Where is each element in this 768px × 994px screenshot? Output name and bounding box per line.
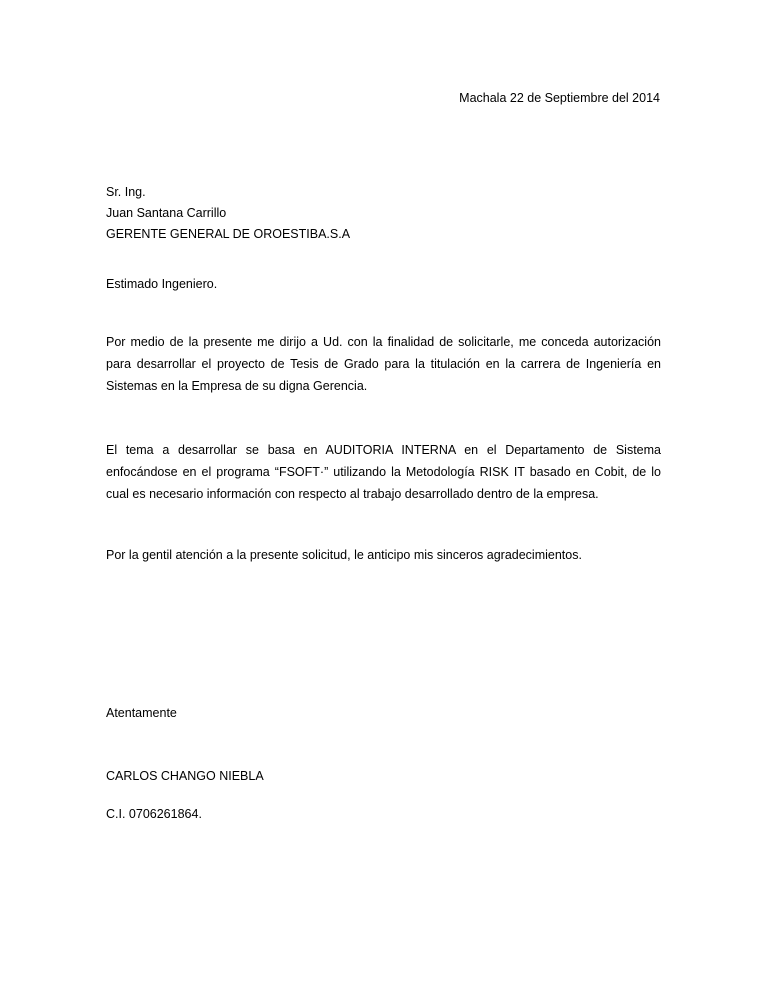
date-line: Machala 22 de Septiembre del 2014 <box>459 91 660 105</box>
paragraph-topic-line: cual es necesario información con respecto al trabajo desarrollado dentro de la empresa. <box>106 487 599 501</box>
recipient-title: Sr. Ing. <box>106 185 146 199</box>
signature-name: CARLOS CHANGO NIEBLA <box>106 769 264 783</box>
paragraph-request-line: Sistemas en la Empresa de su digna Gerencia. <box>106 379 368 393</box>
signature-id: C.I. 0706261864. <box>106 807 202 821</box>
closing: Atentamente <box>106 706 177 720</box>
paragraph-request-line: Por medio de la presente me dirijo a Ud. con la finalidad de solicitarle, me conceda autorización <box>106 335 661 349</box>
paragraph-request <box>106 331 661 397</box>
paragraph-topic-line: El tema a desarrollar se basa en AUDITORIA INTERNA en el Departamento de Sistema <box>106 443 661 457</box>
paragraph-topic <box>106 439 661 505</box>
paragraph-topic-line: enfocándose en el programa “FSOFT·” utilizando la Metodología RISK IT basado en Cobit, de lo <box>106 465 661 479</box>
recipient-name: Juan Santana Carrillo <box>106 206 227 220</box>
paragraph-thanks: Por la gentil atención a la presente solicitud, le anticipo mis sinceros agradecimientos. <box>106 548 582 562</box>
salutation: Estimado Ingeniero. <box>106 277 218 291</box>
recipient-position: GERENTE GENERAL DE OROESTIBA.S.A <box>106 227 351 241</box>
paragraph-request-line: para desarrollar el proyecto de Tesis de Grado para la titulación en la carrera de Ingeniería en <box>106 357 661 371</box>
